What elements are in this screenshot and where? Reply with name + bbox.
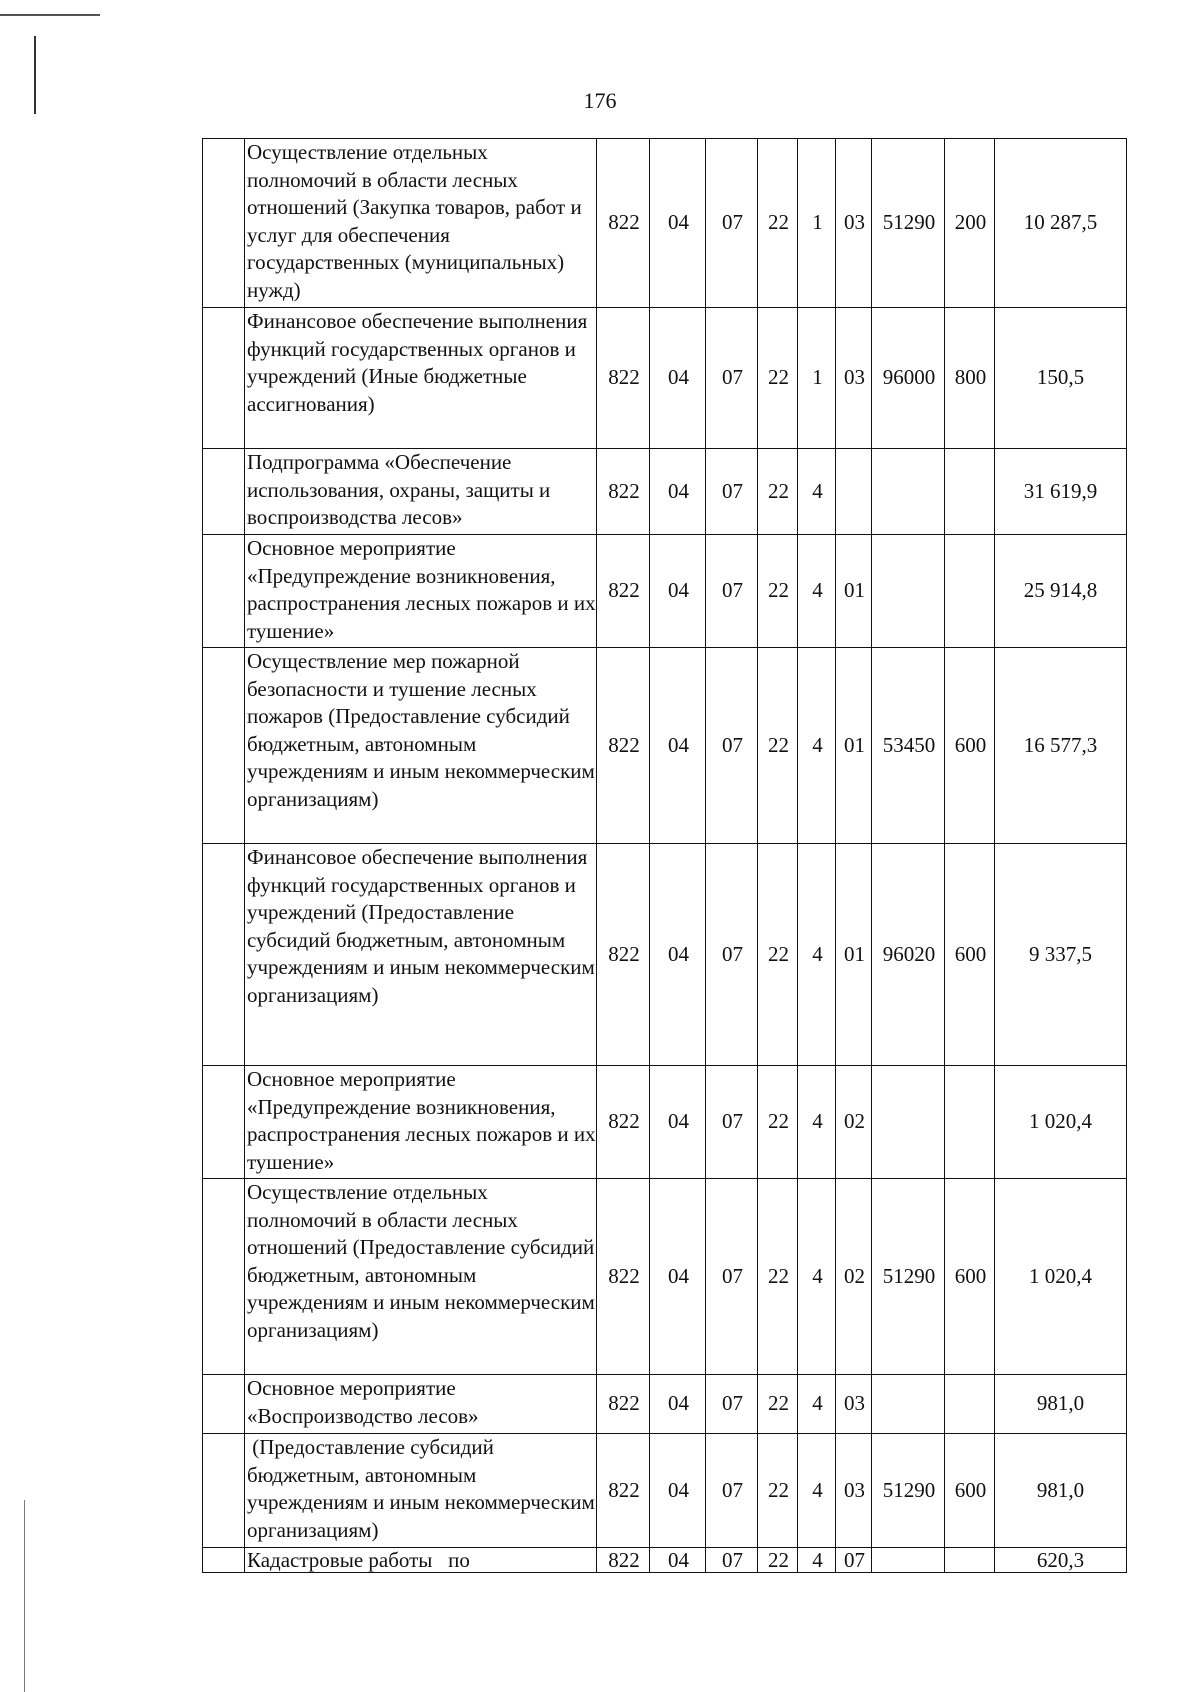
table-row (203, 535, 1127, 648)
program-code-cell: 22 (758, 535, 798, 648)
section-code-cell: 04 (650, 1548, 706, 1573)
amount-cell: 31 619,9 (995, 449, 1127, 535)
description-cell: Подпрограмма «Обеспечение использования, охраны, защиты и воспроизводства лесов» (245, 449, 597, 535)
subsection-code-cell: 07 (706, 844, 758, 1066)
expense-type-cell (945, 1375, 995, 1434)
program-code-cell: 22 (758, 648, 798, 844)
program-code-cell: 22 (758, 1066, 798, 1179)
expense-type-cell (945, 1066, 995, 1179)
description-cell: Основное мероприятие «Воспроизводство лесов» (245, 1375, 597, 1434)
program-code-cell: 22 (758, 1548, 798, 1573)
table-row (203, 1179, 1127, 1375)
description-cell: Финансовое обеспечение выполнения функций государственных органов и учреждений (Иные бюджетные ассигнования) (245, 308, 597, 449)
expense-type-cell: 600 (945, 648, 995, 844)
program-code-cell: 22 (758, 1375, 798, 1434)
table-row (203, 1066, 1127, 1179)
event-code-cell: 01 (836, 844, 872, 1066)
event-code-cell: 02 (836, 1066, 872, 1179)
event-code-cell (836, 449, 872, 535)
index-cell (203, 449, 245, 535)
scan-artifact-line (0, 14, 100, 16)
direction-code-cell (872, 449, 945, 535)
subsection-code-cell: 07 (706, 1066, 758, 1179)
event-code-cell: 07 (836, 1548, 872, 1573)
direction-code-cell: 53450 (872, 648, 945, 844)
expense-type-cell (945, 1548, 995, 1573)
table-row (203, 648, 1127, 844)
subprogram-code-cell: 4 (798, 1548, 836, 1573)
table-row (203, 1548, 1127, 1573)
program-code-cell: 22 (758, 1179, 798, 1375)
subprogram-code-cell: 4 (798, 1434, 836, 1548)
ministry-code-cell: 822 (597, 308, 650, 449)
expense-type-cell: 800 (945, 308, 995, 449)
direction-code-cell: 51290 (872, 1179, 945, 1375)
description-cell: Осуществление мер пожарной безопасности и тушение лесных пожаров (Предоставление субсидий бюджетным, автономным учреждениям и иным некоммерческим организациям) (245, 648, 597, 844)
section-code-cell: 04 (650, 844, 706, 1066)
expense-type-cell: 600 (945, 844, 995, 1066)
section-code-cell: 04 (650, 139, 706, 308)
program-code-cell: 22 (758, 139, 798, 308)
expense-type-cell: 200 (945, 139, 995, 308)
subsection-code-cell: 07 (706, 1434, 758, 1548)
ministry-code-cell: 822 (597, 535, 650, 648)
ministry-code-cell: 822 (597, 449, 650, 535)
program-code-cell: 22 (758, 449, 798, 535)
section-code-cell: 04 (650, 535, 706, 648)
section-code-cell: 04 (650, 1434, 706, 1548)
amount-cell: 981,0 (995, 1375, 1127, 1434)
subprogram-code-cell: 4 (798, 1179, 836, 1375)
event-code-cell: 03 (836, 139, 872, 308)
subsection-code-cell: 07 (706, 308, 758, 449)
direction-code-cell: 51290 (872, 1434, 945, 1548)
ministry-code-cell: 822 (597, 139, 650, 308)
ministry-code-cell: 822 (597, 1434, 650, 1548)
subprogram-code-cell: 4 (798, 844, 836, 1066)
event-code-cell: 02 (836, 1179, 872, 1375)
ministry-code-cell: 822 (597, 1179, 650, 1375)
section-code-cell: 04 (650, 1179, 706, 1375)
subprogram-code-cell: 1 (798, 139, 836, 308)
subprogram-code-cell: 4 (798, 1375, 836, 1434)
section-code-cell: 04 (650, 648, 706, 844)
index-cell (203, 535, 245, 648)
subsection-code-cell: 07 (706, 449, 758, 535)
expense-type-cell: 600 (945, 1434, 995, 1548)
table-row (203, 1375, 1127, 1434)
section-code-cell: 04 (650, 1066, 706, 1179)
subprogram-code-cell: 1 (798, 308, 836, 449)
subprogram-code-cell: 4 (798, 449, 836, 535)
amount-cell: 1 020,4 (995, 1066, 1127, 1179)
direction-code-cell (872, 1375, 945, 1434)
direction-code-cell (872, 1548, 945, 1573)
index-cell (203, 1066, 245, 1179)
scan-artifact-edge (24, 1500, 25, 1692)
amount-cell: 150,5 (995, 308, 1127, 449)
ministry-code-cell: 822 (597, 1375, 650, 1434)
subsection-code-cell: 07 (706, 139, 758, 308)
direction-code-cell (872, 1066, 945, 1179)
table-row (203, 844, 1127, 1066)
direction-code-cell: 96020 (872, 844, 945, 1066)
description-cell: Осуществление отдельных полномочий в области лесных отношений (Предоставление субсидий бюджетным, автономным учреждениям и иным некоммерческим организациям) (245, 1179, 597, 1375)
section-code-cell: 04 (650, 308, 706, 449)
description-cell: Осуществление отдельных полномочий в области лесных отношений (Закупка товаров, работ и услуг для обеспечения государственных (муниципальных) нужд) (245, 139, 597, 308)
description-cell: Основное мероприятие «Предупреждение возникновения, распространения лесных пожаров и их тушение» (245, 1066, 597, 1179)
subprogram-code-cell: 4 (798, 1066, 836, 1179)
direction-code-cell: 51290 (872, 139, 945, 308)
expense-type-cell: 600 (945, 1179, 995, 1375)
table-row (203, 449, 1127, 535)
description-cell: Кадастровые работы по (245, 1548, 597, 1573)
section-code-cell: 04 (650, 449, 706, 535)
amount-cell: 16 577,3 (995, 648, 1127, 844)
description-cell: Основное мероприятие «Предупреждение возникновения, распространения лесных пожаров и их тушение» (245, 535, 597, 648)
amount-cell: 981,0 (995, 1434, 1127, 1548)
program-code-cell: 22 (758, 1434, 798, 1548)
subsection-code-cell: 07 (706, 535, 758, 648)
amount-cell: 9 337,5 (995, 844, 1127, 1066)
index-cell (203, 1179, 245, 1375)
ministry-code-cell: 822 (597, 1066, 650, 1179)
description-cell: Финансовое обеспечение выполнения функций государственных органов и учреждений (Предоставление субсидий бюджетным, автономным учреждениям и иным некоммерческим организациям) (245, 844, 597, 1066)
event-code-cell: 01 (836, 648, 872, 844)
expense-type-cell (945, 449, 995, 535)
program-code-cell: 22 (758, 844, 798, 1066)
program-code-cell: 22 (758, 308, 798, 449)
subprogram-code-cell: 4 (798, 648, 836, 844)
table-row (203, 1434, 1127, 1548)
subsection-code-cell: 07 (706, 648, 758, 844)
amount-cell: 1 020,4 (995, 1179, 1127, 1375)
subsection-code-cell: 07 (706, 1375, 758, 1434)
event-code-cell: 03 (836, 308, 872, 449)
amount-cell: 10 287,5 (995, 139, 1127, 308)
index-cell (203, 1375, 245, 1434)
index-cell (203, 1548, 245, 1573)
direction-code-cell (872, 535, 945, 648)
amount-cell: 620,3 (995, 1548, 1127, 1573)
amount-cell: 25 914,8 (995, 535, 1127, 648)
section-code-cell: 04 (650, 1375, 706, 1434)
expense-type-cell (945, 535, 995, 648)
ministry-code-cell: 822 (597, 1548, 650, 1573)
subsection-code-cell: 07 (706, 1548, 758, 1573)
ministry-code-cell: 822 (597, 648, 650, 844)
index-cell (203, 844, 245, 1066)
index-cell (203, 1434, 245, 1548)
event-code-cell: 03 (836, 1434, 872, 1548)
subsection-code-cell: 07 (706, 1179, 758, 1375)
index-cell (203, 308, 245, 449)
table-row (203, 308, 1127, 449)
page-number: 176 (583, 88, 617, 113)
subprogram-code-cell: 4 (798, 535, 836, 648)
event-code-cell: 03 (836, 1375, 872, 1434)
index-cell (203, 648, 245, 844)
event-code-cell: 01 (836, 535, 872, 648)
budget-table (202, 138, 1127, 1573)
table-row (203, 139, 1127, 308)
ministry-code-cell: 822 (597, 844, 650, 1066)
direction-code-cell: 96000 (872, 308, 945, 449)
description-cell: (Предоставление субсидий бюджетным, автономным учреждениям и иным некоммерческим организациям) (245, 1434, 597, 1548)
index-cell (203, 139, 245, 308)
